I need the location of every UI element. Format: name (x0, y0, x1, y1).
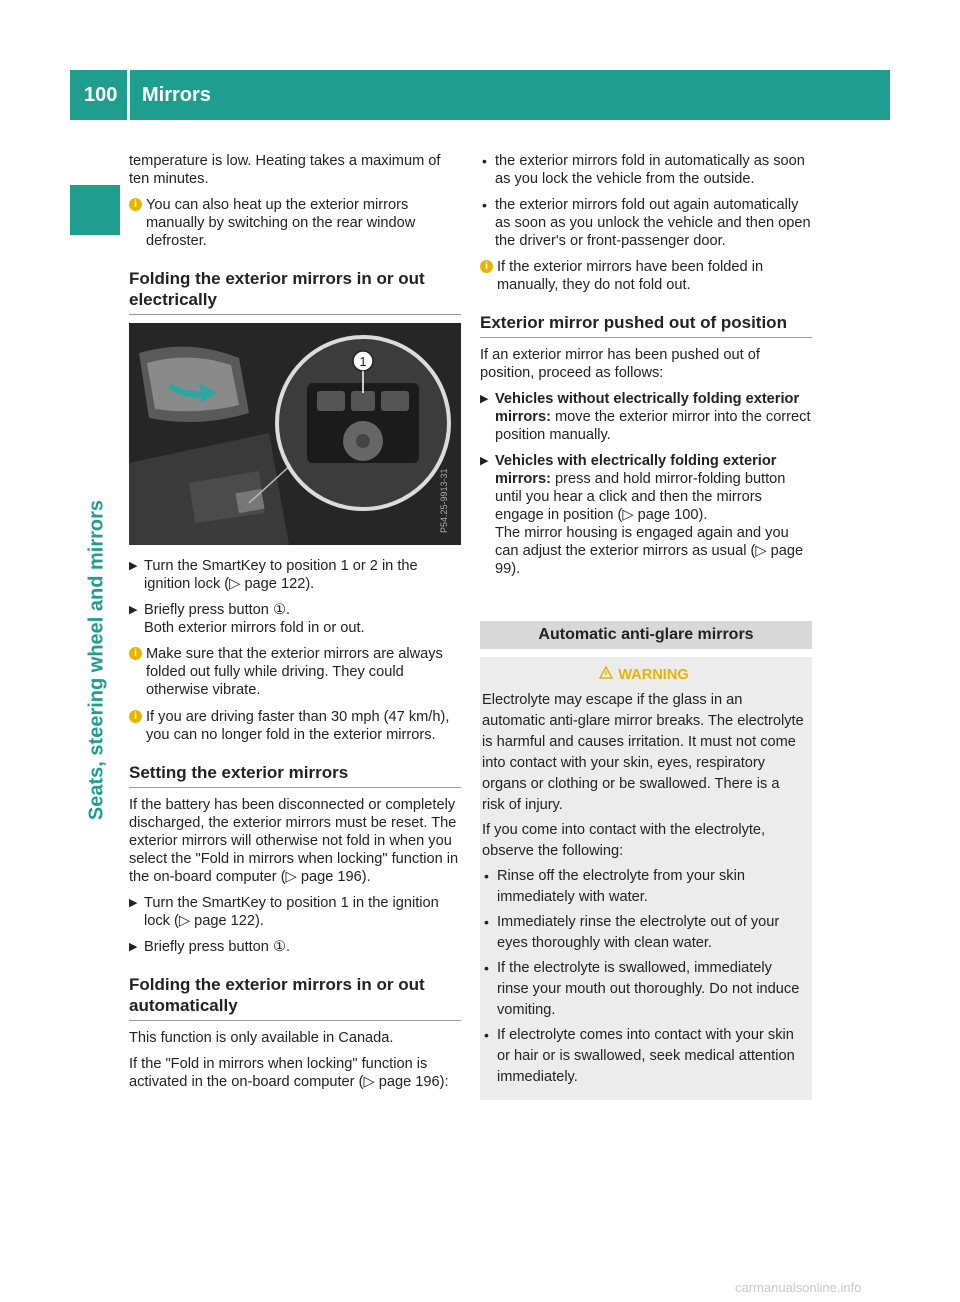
warning-triangle-icon (599, 665, 613, 686)
info-icon: i (129, 647, 142, 660)
info-note: i You can also heat up the exterior mirrors manually by switching on the rear window defroster. (129, 196, 461, 250)
list-item: • If the electrolyte is swallowed, immediately rinse your mouth out thoroughly. Do not induce vomiting. (482, 958, 806, 1021)
heading-setting-mirrors: Setting the exterior mirrors (129, 762, 461, 788)
auto-text: If the "Fold in mirrors when locking" function is activated in the on-board computer (▷ page 196): (129, 1056, 449, 1090)
header-divider (127, 70, 130, 120)
list-item: • the exterior mirrors fold out again automatically as soon as you unlock the vehicle and then open the driver's or front-passenger door. (480, 196, 812, 250)
warning-text: Electrolyte may escape if the glass in an automatic anti-glare mirror breaks. The electrolyte is harmful and causes irritation. It must not come into contact with your skin, eyes, respiratory organs or clothing or be swallowed. There is a risk of injury. (482, 692, 804, 813)
door-panel-illustration (129, 323, 461, 545)
vertical-chapter-title: Seats, steering wheel and mirrors (85, 499, 108, 821)
list-item: • Immediately rinse the electrolyte out of your eyes thoroughly with clean water. (482, 912, 806, 954)
heading-fold-auto: Folding the exterior mirrors in or out automatically (129, 974, 461, 1021)
page-header (70, 70, 890, 120)
info-icon: i (480, 260, 493, 273)
intro-text: temperature is low. Heating takes a maximum of ten minutes. (129, 153, 441, 187)
list-item: • the exterior mirrors fold in automatically as soon as you lock the vehicle from the outside. (480, 152, 812, 188)
left-column (129, 152, 461, 1099)
warning-text: If you come into contact with the electrolyte, observe the following: (482, 822, 766, 859)
auto-text: This function is only available in Canada. (129, 1030, 394, 1046)
watermark: carmanualsonline.info (735, 1280, 862, 1295)
side-tab-block (70, 185, 120, 235)
figure-callout-number: 1 (359, 354, 367, 369)
warning-title: WARNING (482, 665, 806, 686)
heading-antiglare: Automatic anti-glare mirrors (480, 621, 812, 649)
step-press-button: ▶ Briefly press button ①. (129, 938, 461, 956)
setting-text: If the battery has been disconnected or completely discharged, the exterior mirrors must be reset. The exterior mirrors will otherwise not fold in when you select the "Fold in mirrors when locking" function in the on-board computer (▷ page 196). (129, 797, 459, 885)
info-icon: i (129, 198, 142, 211)
step-vehicles-with: ▶ Vehicles with electrically folding exterior mirrors: press and hold mirror-folding button until you hear a click and then the mirrors engage in position (▷ page 100). The mirror housing is engaged again and you can adjust the exterior mirrors as usual (▷ page 99). (480, 452, 812, 578)
list-item: • Rinse off the electrolyte from your skin immediately with water. (482, 866, 806, 908)
heading-fold-electric: Folding the exterior mirrors in or out electrically (129, 268, 461, 315)
warning-box (480, 657, 812, 1100)
page-number: 100 (84, 84, 118, 106)
list-item: • If electrolyte comes into contact with your skin or hair or is swallowed, seek medical attention immediately. (482, 1025, 806, 1088)
pushed-text: If an exterior mirror has been pushed out of position, proceed as follows: (480, 347, 760, 381)
section-title: Mirrors (142, 84, 211, 106)
step-turn-key: ▶ Turn the SmartKey to position 1 or 2 in the ignition lock (▷ page 122). (129, 557, 461, 593)
step-press-button: ▶ Briefly press button ①. Both exterior mirrors fold in or out. (129, 601, 461, 637)
right-column (480, 152, 812, 1100)
info-note: i If the exterior mirrors have been folded in manually, they do not fold out. (480, 258, 812, 294)
heading-pushed-out: Exterior mirror pushed out of position (480, 312, 812, 338)
info-note: i Make sure that the exterior mirrors are always folded out fully while driving. They could otherwise vibrate. (129, 645, 461, 699)
door-control-figure (129, 323, 461, 545)
info-note: i If you are driving faster than 30 mph (47 km/h), you can no longer fold in the exterior mirrors. (129, 708, 461, 744)
step-turn-key: ▶ Turn the SmartKey to position 1 in the ignition lock (▷ page 122). (129, 894, 461, 930)
step-vehicles-without: ▶ Vehicles without electrically folding exterior mirrors: move the exterior mirror into the correct position manually. (480, 390, 812, 444)
info-icon: i (129, 710, 142, 723)
figure-code: P54.25-9913-31 (439, 468, 449, 533)
